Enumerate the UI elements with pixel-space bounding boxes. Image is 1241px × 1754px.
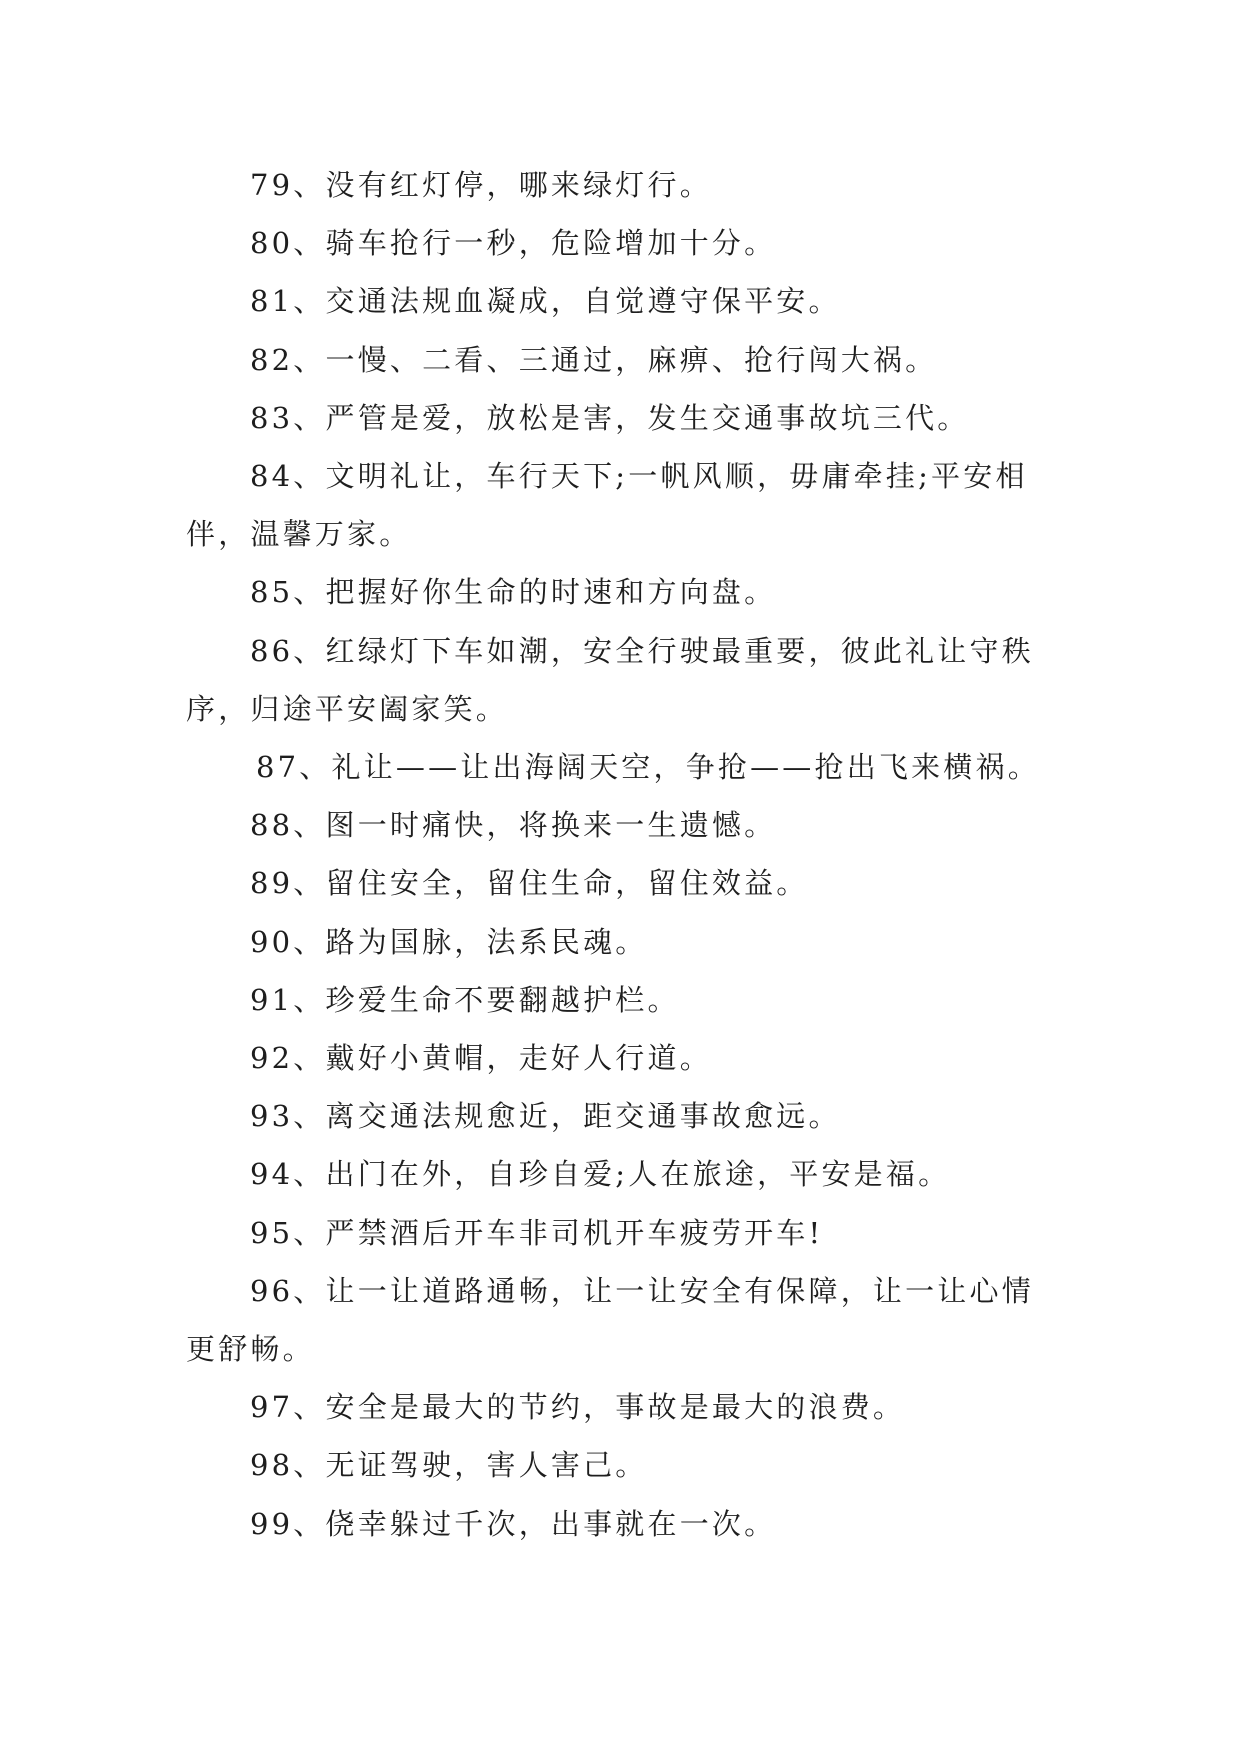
slogan-79: 79、没有红灯停，哪来绿灯行。 — [250, 168, 712, 202]
slogan-93: 93、离交通法规愈近，距交通事故愈远。 — [250, 1099, 841, 1134]
slogan-98: 98、无证驾驶，害人害己。 — [250, 1448, 648, 1483]
slogan-88: 88、图一时痛快，将换来一生遗憾。 — [250, 808, 777, 843]
slogan-84: 84、文明礼让，车行天下;一帆风顺，毋庸牵挂;平安相伴，温馨万家。 — [186, 459, 1028, 552]
slogan-94: 94、出门在外，自珍自爱;人在旅途，平安是福。 — [250, 1157, 951, 1192]
slogan-99: 99、侥幸躲过千次，出事就在一次。 — [250, 1506, 777, 1541]
slogan-86: 86、红绿灯下车如潮，安全行驶最重要，彼此礼让守秩序，归途平安阖家笑。 — [186, 633, 1034, 726]
slogan-83: 83、严管是爱，放松是害，发生交通事故坑三代。 — [250, 400, 970, 435]
slogan-90: 90、路为国脉，法系民魂。 — [250, 924, 648, 959]
slogan-85: 85、把握好你生命的时速和方向盘。 — [250, 575, 777, 610]
slogan-92: 92、戴好小黄帽，走好人行道。 — [250, 1041, 712, 1076]
slogan-list — [186, 156, 1048, 1553]
slogan-80: 80、骑车抢行一秒，危险增加十分。 — [250, 226, 777, 261]
slogan-96: 96、让一让道路通畅，让一让安全有保障，让一让心情更舒畅。 — [186, 1273, 1034, 1367]
slogan-81: 81、交通法规血凝成，自觉遵守保平安。 — [250, 284, 841, 319]
slogan-97: 97、安全是最大的节约，事故是最大的浪费。 — [250, 1390, 906, 1425]
slogan-87: 87、礼让——让出海阔天空，争抢——抢出飞来横祸。 — [256, 750, 1040, 785]
slogan-82: 82、一慢、二看、三通过，麻痹、抢行闯大祸。 — [250, 342, 938, 377]
slogan-95: 95、严禁酒后开车非司机开车疲劳开车! — [250, 1215, 824, 1250]
slogan-91: 91、珍爱生命不要翻越护栏。 — [250, 982, 680, 1017]
slogan-89: 89、留住安全，留住生命，留住效益。 — [250, 866, 809, 901]
